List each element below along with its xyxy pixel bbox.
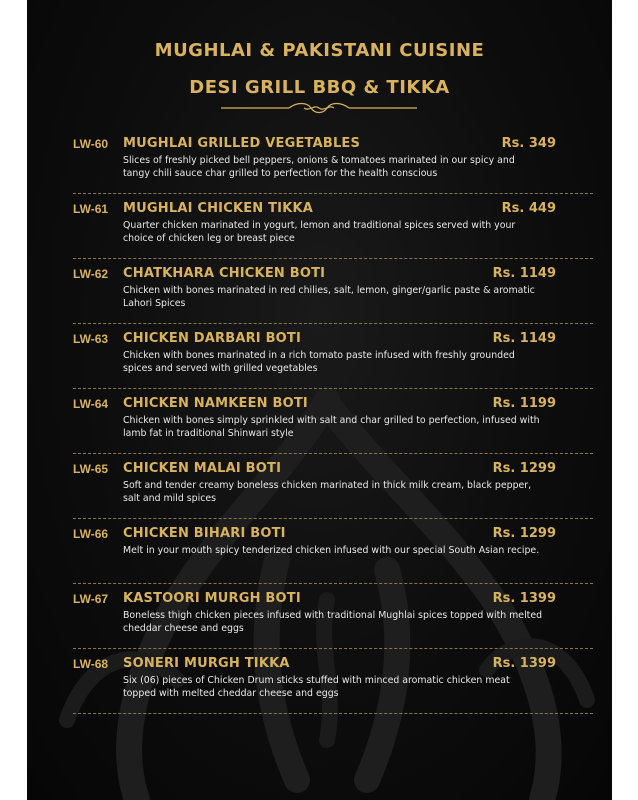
- item-price: Rs. 1399: [492, 591, 556, 606]
- item-description: Six (06) pieces of Chicken Drum sticks stuffed with minced aromatic chicken meat topped with melted cheddar cheese and eggs: [123, 675, 510, 699]
- item-price: Rs. 349: [501, 136, 556, 151]
- ornament-divider: [219, 100, 419, 116]
- item-price: Rs. 1299: [492, 526, 556, 541]
- item-divider: [73, 648, 593, 649]
- item-code: LW-63: [73, 332, 109, 346]
- item-code: LW-68: [73, 657, 109, 671]
- item-divider: [73, 583, 593, 584]
- item-divider: [73, 453, 593, 454]
- item-code: LW-61: [73, 202, 109, 216]
- item-price: Rs. 1149: [492, 331, 556, 346]
- item-divider: [73, 323, 593, 324]
- item-divider: [73, 518, 593, 519]
- item-name: MUGHLAI CHICKEN TIKKA: [123, 201, 314, 216]
- item-description: Melt in your mouth spicy tenderized chicken infused with our special South Asian recipe.: [123, 545, 540, 556]
- item-code: LW-64: [73, 397, 109, 411]
- item-divider: [73, 713, 593, 714]
- item-name: CHICKEN BIHARI BOTI: [123, 526, 286, 541]
- item-description: Quarter chicken marinated in yogurt, lemon and traditional spices served with your choice of chicken leg or breast piece: [123, 220, 516, 244]
- item-description: Slices of freshly picked bell peppers, onions & tomatoes marinated in our spicy and tangy chili sauce char grilled to perfection for the health conscious: [123, 155, 515, 179]
- item-description: Chicken with bones marinated in a rich tomato paste infused with freshly grounded spices and served with grilled vegetables: [123, 350, 515, 374]
- item-description: Soft and tender creamy boneless chicken marinated in thick milk cream, black pepper, salt and mild spices: [123, 480, 532, 504]
- item-name: SONERI MURGH TIKKA: [123, 656, 290, 671]
- item-price: Rs. 1399: [492, 656, 556, 671]
- page-title: MUGHLAI & PAKISTANI CUISINE: [154, 40, 485, 61]
- item-description: Chicken with bones simply sprinkled with salt and char grilled to perfection, infused with lamb fat in traditional Shinwari style: [123, 415, 540, 439]
- item-name: CHICKEN MALAI BOTI: [123, 461, 282, 476]
- item-name: KASTOORI MURGH BOTI: [123, 591, 301, 606]
- item-name: CHICKEN DARBARI BOTI: [123, 331, 302, 346]
- item-name: MUGHLAI GRILLED VEGETABLES: [123, 136, 361, 151]
- menu-page: [27, 0, 612, 800]
- section-title: DESI GRILL BBQ & TIKKA: [189, 77, 450, 98]
- item-code: LW-65: [73, 462, 109, 476]
- item-price: Rs. 1299: [492, 461, 556, 476]
- item-description: Boneless thigh chicken pieces infused with traditional Mughlai spices topped with melted cheddar cheese and eggs: [123, 610, 543, 634]
- item-price: Rs. 449: [501, 201, 556, 216]
- item-code: LW-66: [73, 527, 109, 541]
- item-divider: [73, 258, 593, 259]
- item-code: LW-60: [73, 137, 109, 151]
- item-name: CHATKHARA CHICKEN BOTI: [123, 266, 326, 281]
- item-name: CHICKEN NAMKEEN BOTI: [123, 396, 308, 411]
- item-divider: [73, 388, 593, 389]
- item-divider: [73, 193, 593, 194]
- item-price: Rs. 1149: [492, 266, 556, 281]
- item-price: Rs. 1199: [492, 396, 556, 411]
- item-description: Chicken with bones marinated in red chilies, salt, lemon, ginger/garlic paste & aromatic Lahori Spices: [123, 285, 535, 309]
- item-code: LW-67: [73, 592, 109, 606]
- item-code: LW-62: [73, 267, 109, 281]
